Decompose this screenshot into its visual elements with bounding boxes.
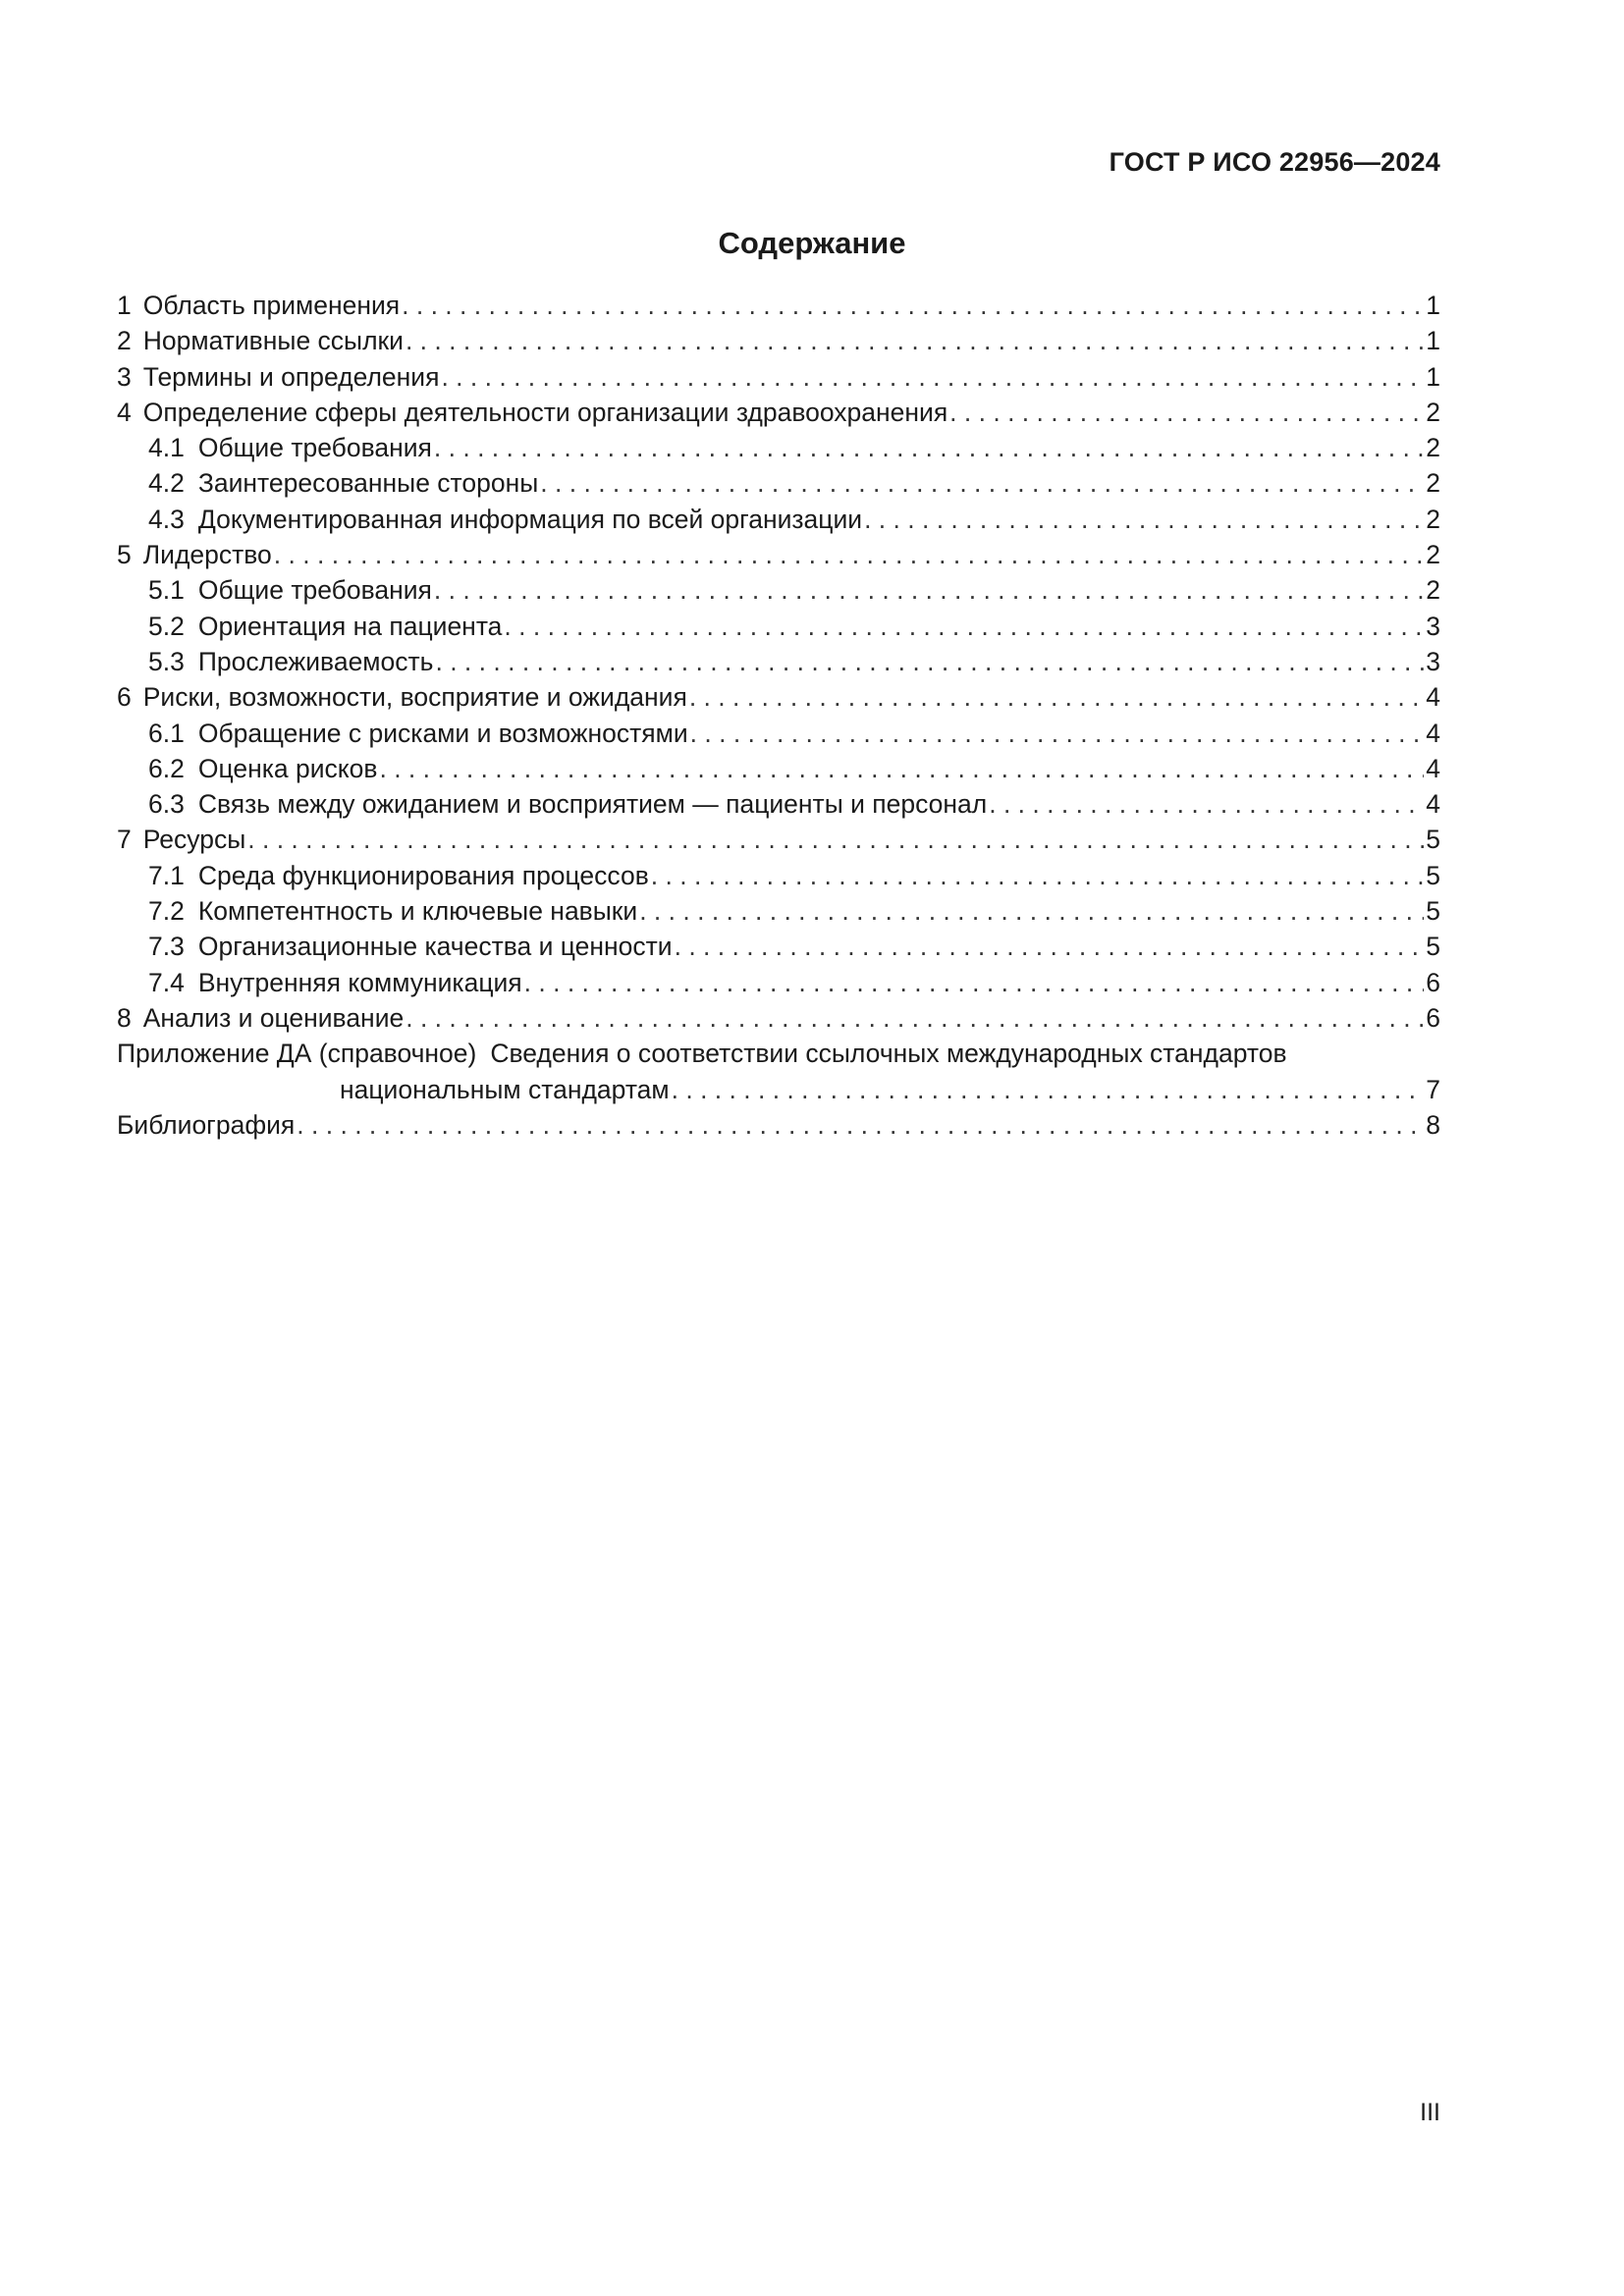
toc-entry[interactable]	[117, 359, 1440, 395]
toc-entry[interactable]	[117, 893, 1440, 929]
toc-entry-page-number: 1	[1426, 326, 1440, 356]
toc-entry-title: Ресурсы	[142, 825, 246, 855]
toc-entry-page-number: 6	[1426, 967, 1440, 997]
toc-entry-page-number: 2	[1426, 468, 1440, 499]
toc-entry[interactable]	[117, 644, 1440, 679]
dot-leader	[435, 644, 1424, 679]
dot-leader	[402, 288, 1424, 323]
toc-entry[interactable]	[117, 465, 1440, 501]
toc-entry-title: Определение сферы деятельности организации здравоохранения	[142, 397, 948, 427]
toc-bibliography[interactable]	[117, 1107, 1440, 1143]
dot-leader	[864, 502, 1424, 537]
toc-entry-number: 7.4	[148, 967, 185, 997]
toc-entry-page-number: 4	[1426, 682, 1440, 713]
toc-entry-page-number: 2	[1426, 540, 1440, 570]
toc-entry-number: 5.3	[148, 646, 185, 676]
toc-entry-number: 7	[117, 825, 132, 855]
toc-entry[interactable]	[117, 822, 1440, 857]
dot-leader	[689, 679, 1424, 715]
toc-entry-number: 6.3	[148, 789, 185, 820]
toc-entry-number: 3	[117, 361, 132, 392]
dot-leader	[434, 430, 1424, 465]
dot-leader	[441, 359, 1424, 395]
toc-entry-title: Оценка рисков	[197, 753, 378, 783]
toc-entry-number: 7.2	[148, 896, 185, 927]
toc-entry-number: 7.3	[148, 932, 185, 962]
toc-entry[interactable]	[117, 537, 1440, 572]
dot-leader	[434, 572, 1424, 608]
toc-entry[interactable]	[117, 288, 1440, 323]
dot-leader	[672, 1072, 1425, 1107]
toc-entry-title: Среда функционирования процессов	[197, 860, 649, 890]
toc-entry-title: Общие требования	[197, 575, 432, 606]
toc-entry[interactable]	[117, 751, 1440, 786]
toc-entry[interactable]	[117, 572, 1440, 608]
bibliography-title: Библиография	[117, 1109, 296, 1140]
toc-entry-number: 7.1	[148, 860, 185, 890]
toc-appendix[interactable]	[117, 1036, 1440, 1107]
dot-leader	[406, 323, 1424, 358]
toc-entry-title: Связь между ожиданием и восприятием — пациенты и персонал	[197, 789, 988, 820]
toc-entry-number: 1	[117, 291, 132, 320]
toc-entry-page-number: 5	[1426, 860, 1440, 890]
toc-entry-title: Лидерство	[142, 540, 272, 570]
toc-entry-title: Общие требования	[197, 433, 432, 463]
toc-entry[interactable]	[117, 929, 1440, 964]
toc-entry[interactable]	[117, 323, 1440, 358]
toc-entry-page-number: 4	[1426, 753, 1440, 783]
toc-entry[interactable]	[117, 430, 1440, 465]
toc-entry-page-number: 5	[1426, 896, 1440, 927]
toc-entry-title: Компетентность и ключевые навыки	[197, 896, 638, 927]
dot-leader	[639, 893, 1424, 929]
toc-entry-number: 4	[117, 397, 132, 427]
toc-entry-number: 5.1	[148, 575, 185, 606]
toc-entry-title: Документированная информация по всей организации	[197, 504, 863, 534]
toc-title: Содержание	[718, 226, 906, 260]
table-of-contents	[117, 288, 1440, 1143]
toc-entry-page-number: 4	[1426, 789, 1440, 820]
toc-entry-title: Заинтересованные стороны	[197, 468, 539, 499]
toc-entry-page-number: 2	[1426, 433, 1440, 463]
toc-entry-number: 6.2	[148, 753, 185, 783]
dot-leader	[247, 822, 1424, 857]
toc-entry[interactable]	[117, 1000, 1440, 1036]
toc-entry[interactable]	[117, 786, 1440, 822]
toc-entry-page-number: 2	[1426, 575, 1440, 606]
toc-entry[interactable]	[117, 965, 1440, 1000]
toc-entry[interactable]	[117, 858, 1440, 893]
toc-entry-page-number: 5	[1426, 932, 1440, 962]
toc-entry-page-number: 3	[1426, 611, 1440, 641]
toc-entry-number: 5	[117, 540, 132, 570]
dot-leader	[297, 1107, 1424, 1143]
toc-entry-title: Нормативные ссылки	[142, 326, 404, 356]
toc-entry[interactable]	[117, 716, 1440, 751]
dot-leader	[274, 537, 1424, 572]
appendix-heading-line	[117, 1036, 1440, 1071]
toc-entry-page-number: 5	[1426, 825, 1440, 855]
dot-leader	[690, 716, 1425, 751]
toc-entry-number: 4.2	[148, 468, 185, 499]
toc-entry-page-number: 2	[1426, 504, 1440, 534]
dot-leader	[406, 1000, 1424, 1036]
dot-leader	[989, 786, 1424, 822]
toc-entry-title: Риски, возможности, восприятие и ожидания	[142, 682, 687, 713]
appendix-label: Приложение ДА (справочное)	[117, 1039, 477, 1069]
toc-entry-number: 5.2	[148, 611, 185, 641]
appendix-title-line1: Сведения о соответствии ссылочных международных стандартов	[490, 1039, 1287, 1069]
toc-entry-title: Внутренняя коммуникация	[197, 967, 522, 997]
toc-entry-title: Ориентация на пациента	[197, 611, 503, 641]
toc-entry[interactable]	[117, 609, 1440, 644]
toc-entry-number: 2	[117, 326, 132, 356]
toc-entry[interactable]	[117, 502, 1440, 537]
dot-leader	[504, 609, 1424, 644]
appendix-continuation-line	[117, 1072, 1440, 1107]
toc-entry-number: 4.1	[148, 433, 185, 463]
toc-entry-page-number: 3	[1426, 646, 1440, 676]
page-number: III	[1420, 2099, 1440, 2126]
toc-entry-title: Обращение с рисками и возможностями	[197, 718, 688, 748]
toc-entry[interactable]	[117, 395, 1440, 430]
appendix-page-number: 7	[1426, 1074, 1440, 1104]
bibliography-page-number: 8	[1426, 1109, 1440, 1140]
toc-entry-title: Термины и определения	[142, 361, 440, 392]
dot-leader	[379, 751, 1424, 786]
toc-entry-page-number: 2	[1426, 397, 1440, 427]
toc-entry-number: 6.1	[148, 718, 185, 748]
toc-entry-title: Прослеживаемость	[197, 646, 434, 676]
toc-entries	[117, 288, 1440, 1036]
dot-leader	[651, 858, 1424, 893]
toc-entry-title: Анализ и оценивание	[142, 1002, 405, 1033]
toc-entry-number: 6	[117, 682, 132, 713]
dot-leader	[949, 395, 1424, 430]
toc-entry-page-number: 1	[1426, 291, 1440, 320]
toc-entry-number: 8	[117, 1002, 132, 1033]
toc-entry[interactable]	[117, 679, 1440, 715]
toc-entry-title: Организационные качества и ценности	[197, 932, 673, 962]
dot-leader	[675, 929, 1425, 964]
toc-entry-page-number: 6	[1426, 1002, 1440, 1033]
toc-entry-number: 4.3	[148, 504, 185, 534]
dot-leader	[540, 465, 1424, 501]
dot-leader	[524, 965, 1425, 1000]
toc-entry-title: Область применения	[142, 291, 401, 320]
toc-entry-page-number: 4	[1426, 718, 1440, 748]
toc-entry-page-number: 1	[1426, 361, 1440, 392]
appendix-title-line2: национальным стандартам	[340, 1074, 670, 1104]
document-code: ГОСТ Р ИСО 22956—2024	[1109, 147, 1440, 177]
